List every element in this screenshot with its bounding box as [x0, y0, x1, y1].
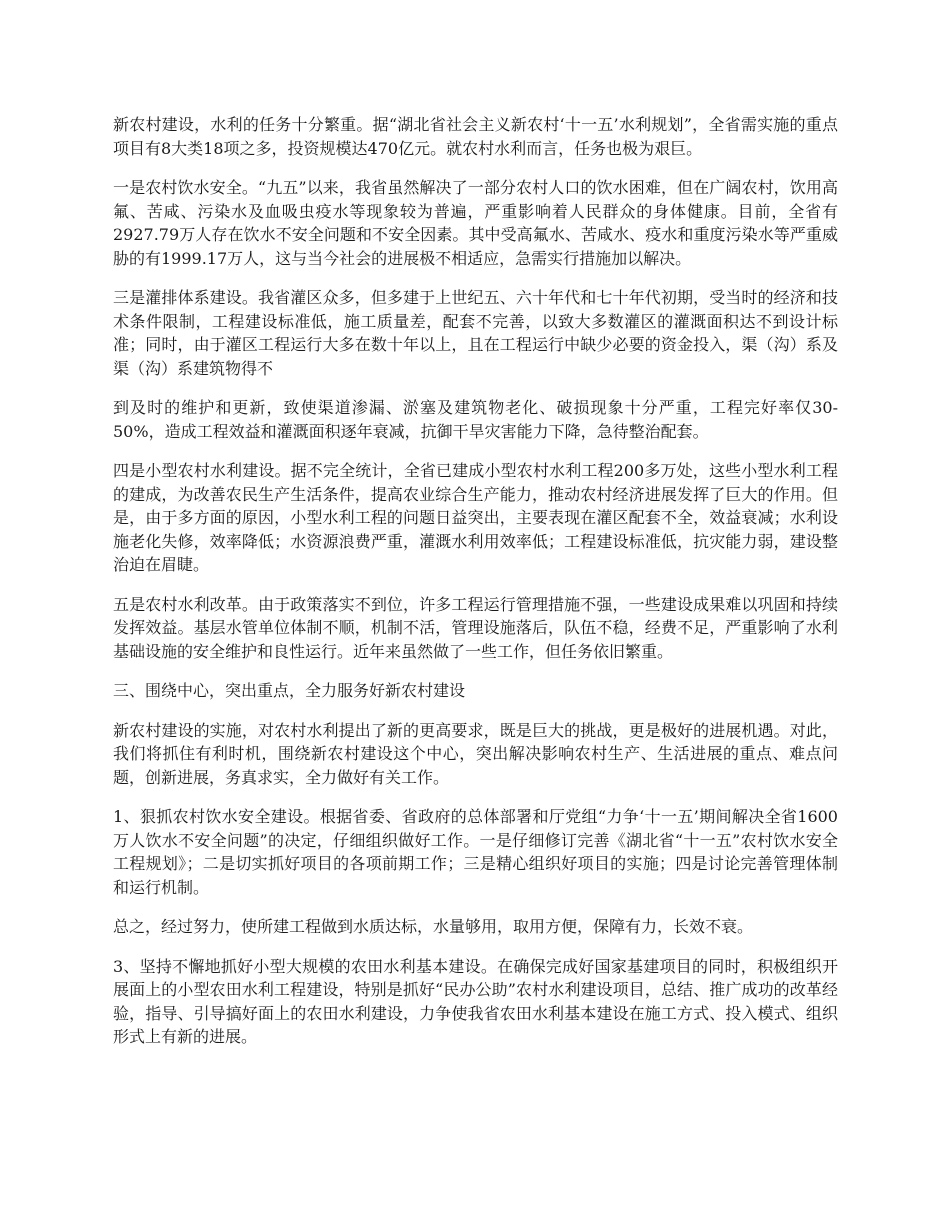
- paragraph-new-requirements: 新农村建设的实施，对农村水利提出了新的更高要求，既是巨大的挑战，更是极好的进展机遇。对此，我们将抓住有利时机，围绕新农村建设这个中心，突出解决影响农村生产、生活进展的重点、难点问题，创新进展，务真求实，全力做好有关工作。: [113, 720, 838, 787]
- paragraph-water-reform: 五是农村水利改革。由于政策落实不到位，许多工程运行管理措施不强，一些建设成果难以巩固和持续发挥效益。基层水管单位体制不顺，机制不活，管理设施落后，队伍不稳，经费不足，严重影响了水利基础设施的安全维护和良性运行。近年来虽然做了一些工作，但任务依旧繁重。: [113, 594, 838, 661]
- paragraph-irrigation-system: 三是灌排体系建设。我省灌区众多，但多建于上世纪五、六十年代和七十年代初期，受当时的经济和技术条件限制，工程建设标准低，施工质量差，配套不完善，以致大多数灌区的灌溉面积达不到设计标准；同时，由于灌区工程运行大多在数十年以上，且在工程运行中缺少必要的资金投入，渠（沟）系及渠（沟）系建筑物得不: [113, 288, 838, 378]
- paragraph-intro: 新农村建设，水利的任务十分繁重。据“湖北省社会主义新农村‘十一五’水利规划”，全省需实施的重点项目有8大类18项之多，投资规模达470亿元。就农村水利而言，任务也极为艰巨。: [113, 115, 838, 158]
- paragraph-summary: 总之，经过努力，使所建工程做到水质达标，水量够用，取用方便，保障有力，长效不衰。: [113, 917, 754, 936]
- paragraph-drinking-water: 一是农村饮水安全。“九五”以来，我省虽然解决了一部分农村人口的饮水困难，但在广阔农村，饮用高氟、苦咸、污染水及血吸虫疫水等现象较为普遍，严重影响着人民群众的身体健康。目前，全省有2927.79万人存在饮水不安全问题和不安全因素。其中受高氟水、苦咸水、疫水和重度污染水等严重威胁的有1999.17万人，这与当今社会的进展极不相适应，急需实行措施加以解决。: [113, 178, 838, 268]
- paragraph-irrigation-continued: 到及时的维护和更新，致使渠道渗漏、淤塞及建筑物老化、破损现象十分严重，工程完好率仅30-50%，造成工程效益和灌溉面积逐年衰减，抗御干旱灾害能力下降，急待整治配套。: [113, 398, 838, 441]
- paragraph-item-3: 3、坚持不懈地抓好小型大规模的农田水利基本建设。在确保完成好国家基建项目的同时，积极组织开展面上的小型农田水利工程建设，特别是抓好“民办公助”农村水利建设项目，总结、推广成功的改革经验，指导、引导搞好面上的农田水利建设，力争使我省农田水利基本建设在施工方式、投入模式、组织形式上有新的进展。: [113, 956, 838, 1046]
- paragraph-item-1: 1、狠抓农村饮水安全建设。根据省委、省政府的总体部署和厅党组“力争‘十一五’期间解决全省1600万人饮水不安全问题”的决定，仔细组织做好工作。一是仔细修订完善《湖北省“十一五”农村饮水安全工程规划》；二是切实抓好项目的各项前期工作；三是精心组织好项目的实施；四是讨论完善管理体制和运行机制。: [113, 807, 838, 897]
- paragraph-small-water-projects: 四是小型农村水利建设。据不完全统计，全省已建成小型农村水利工程200多万处，这些小型水利工程的建成，为改善农民生产生活条件，提高农业综合生产能力，推动农村经济进展发挥了巨大的作用。但是，由于多方面的原因，小型水利工程的问题日益突出，主要表现在灌区配套不全，效益衰减；水利设施老化失修，效率降低；水资源浪费严重，灌溉水利用效率低；工程建设标准低，抗灾能力弱，建设整治迫在眉睫。: [113, 461, 838, 574]
- section-heading: 三、围绕中心，突出重点，全力服务好新农村建设: [113, 681, 466, 700]
